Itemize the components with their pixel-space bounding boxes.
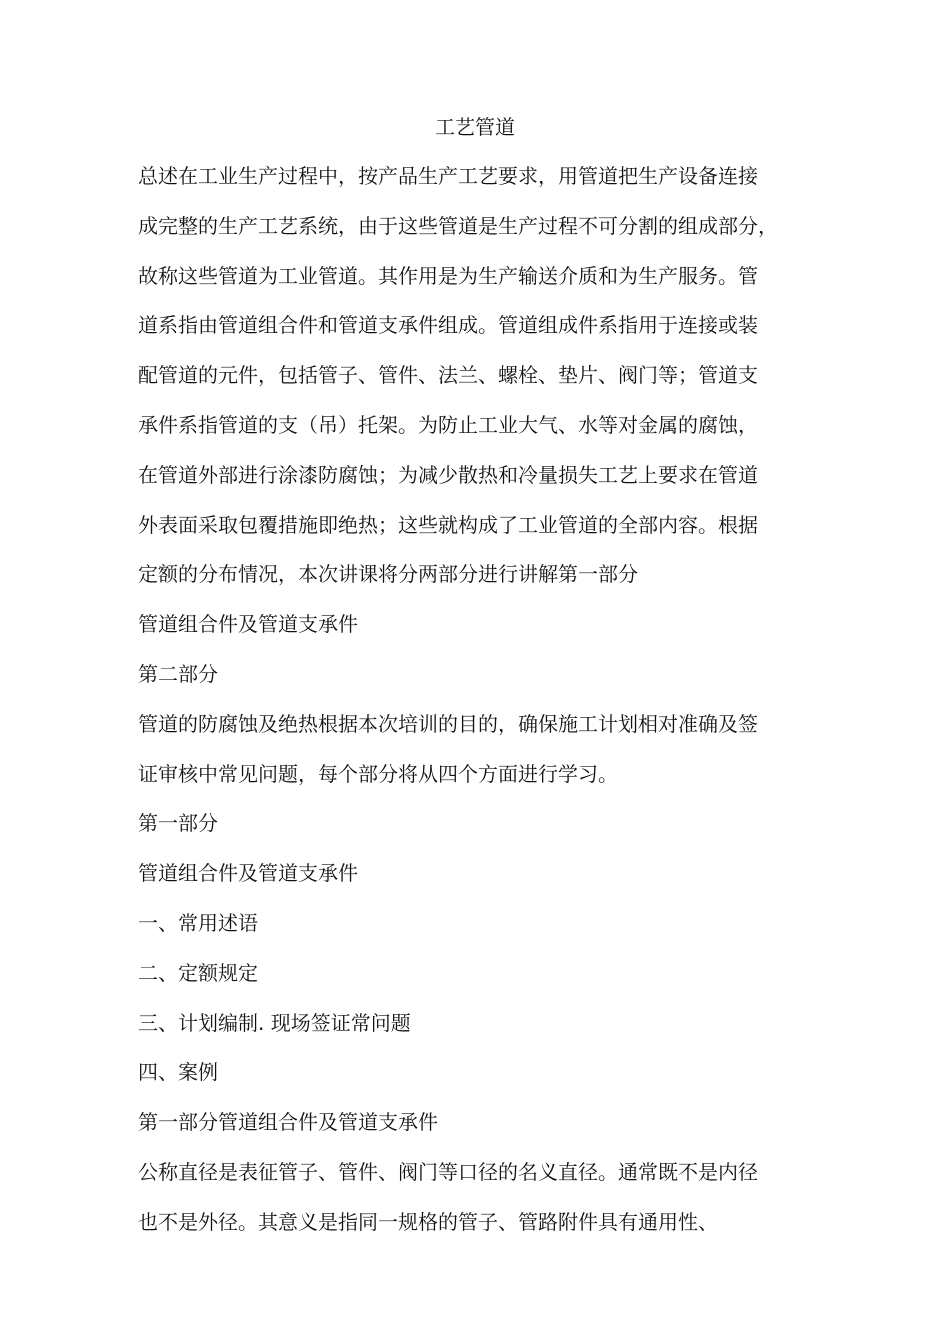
intro-line: 在管道外部进行涂漆防腐蚀；为减少散热和冷量损失工艺上要求在管道 bbox=[138, 462, 758, 487]
outline-list bbox=[138, 899, 810, 1098]
section-heading: 管道组合件及管道支承件 bbox=[138, 861, 358, 886]
outline-item: 二、定额规定 bbox=[138, 960, 258, 985]
section-label: 第一部分 bbox=[138, 811, 218, 836]
part1-full-heading: 第一部分管道组合件及管道支承件 bbox=[138, 1110, 438, 1135]
intro-line: 配管道的元件，包括管子、管件、法兰、螺栓、垫片、阀门等；管道支 bbox=[138, 363, 758, 388]
training-paragraph bbox=[138, 700, 810, 800]
intro-line: 定额的分布情况，本次讲课将分两部分进行讲解第一部分 bbox=[138, 562, 638, 587]
document-body bbox=[138, 152, 810, 1248]
intro-line: 外表面采取包覆措施即绝热；这些就构成了工业管道的全部内容。根据 bbox=[138, 512, 758, 537]
definition-line: 公称直径是表征管子、管件、阀门等口径的名义直径。通常既不是内径 bbox=[138, 1159, 758, 1184]
outline-item: 一、常用述语 bbox=[138, 910, 258, 935]
intro-line: 承件系指管道的支（吊）托架。为防止工业大气、水等对金属的腐蚀， bbox=[138, 412, 758, 437]
outline-item: 三、计划编制. 现场签证常问题 bbox=[138, 1010, 411, 1035]
document-title: 工艺管道 bbox=[435, 115, 515, 139]
intro-paragraph bbox=[138, 152, 810, 600]
definition-paragraph bbox=[138, 1148, 810, 1248]
intro-line: 成完整的生产工艺系统，由于这些管道是生产过程不可分割的组成部分， bbox=[138, 213, 778, 238]
training-line: 管道的防腐蚀及绝热根据本次培训的目的，确保施工计划相对准确及签 bbox=[138, 711, 758, 736]
intro-line: 总述在工业生产过程中，按产品生产工艺要求，用管道把生产设备连接 bbox=[138, 164, 758, 188]
definition-line: 也不是外径。其意义是指同一规格的管子、管路附件具有通用性、 bbox=[138, 1209, 718, 1234]
part2-label: 第二部分 bbox=[138, 661, 218, 686]
outline-item: 四、案例 bbox=[138, 1060, 218, 1085]
intro-line: 故称这些管道为工业管道。其作用是为生产输送介质和为生产服务。管 bbox=[138, 263, 758, 288]
part1-heading: 管道组合件及管道支承件 bbox=[138, 612, 358, 637]
intro-line: 道系指由管道组合件和管道支承件组成。管道组成件系指用于连接或装 bbox=[138, 313, 758, 338]
training-line: 证审核中常见问题，每个部分将从四个方面进行学习。 bbox=[138, 761, 618, 786]
